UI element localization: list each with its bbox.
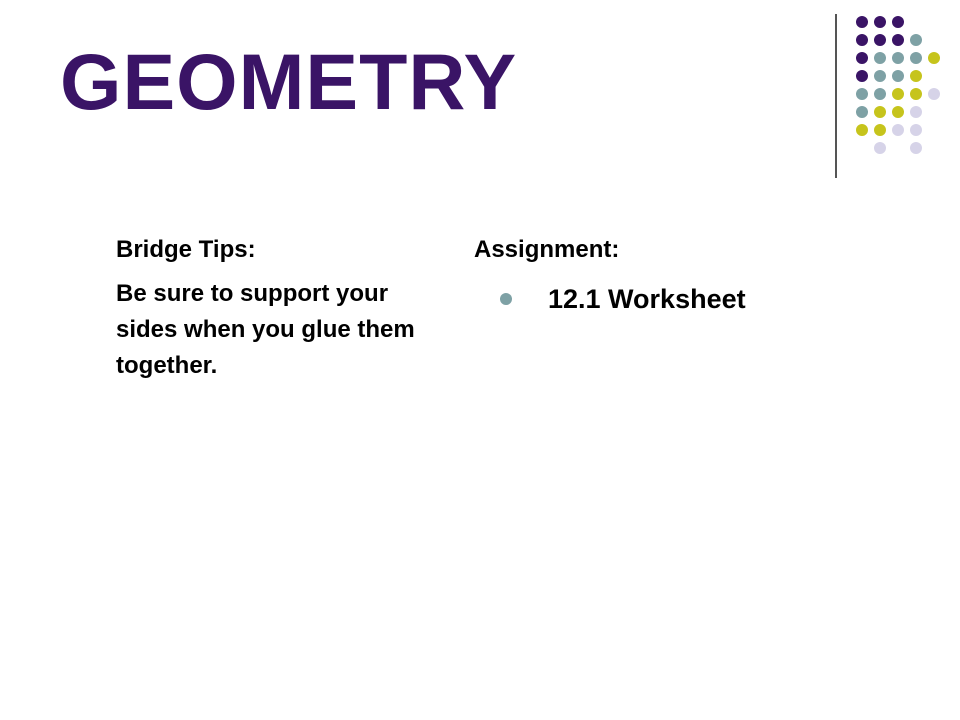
decorative-dot [874,142,886,154]
decorative-dot [874,106,886,118]
decorative-dot [910,142,922,154]
decorative-dot [874,124,886,136]
decorative-dot [856,34,868,46]
assignment-item-label: 12.1 Worksheet [548,284,746,314]
decorative-dot [874,88,886,100]
decorative-dot [910,34,922,46]
decorative-dot [892,106,904,118]
decorative-dot [892,16,904,28]
decorative-dot [874,70,886,82]
assignment-list [474,280,874,318]
decorative-dot [874,52,886,64]
decorative-dot [856,52,868,64]
assignment-heading: Assignment: [474,236,620,263]
assignment-column [474,234,874,318]
decorative-dot [928,52,940,64]
decorative-dot [856,88,868,100]
decorative-dot [856,106,868,118]
decorative-dot [892,124,904,136]
bridge-tips-column [116,234,446,384]
decorative-dot [874,16,886,28]
decorative-dot [910,106,922,118]
dot-bullet-icon [500,293,512,305]
decorative-dot [892,88,904,100]
decorative-dot [910,124,922,136]
decorative-dot [910,70,922,82]
decorative-dot [892,34,904,46]
decorative-dot [892,52,904,64]
decorative-dot [856,16,868,28]
bridge-tips-text: Be sure to support your sides when you glue them together. [116,280,415,379]
slide-title: GEOMETRY [60,37,518,126]
assignment-item [474,280,874,318]
decorative-dot [910,52,922,64]
vertical-divider [835,14,837,178]
bridge-tips-heading: Bridge Tips: [116,236,256,263]
decorative-dot [874,34,886,46]
decorative-dot [928,88,940,100]
decorative-dot [910,88,922,100]
decorative-dot [856,70,868,82]
decorative-dot [856,124,868,136]
decorative-dot [892,70,904,82]
